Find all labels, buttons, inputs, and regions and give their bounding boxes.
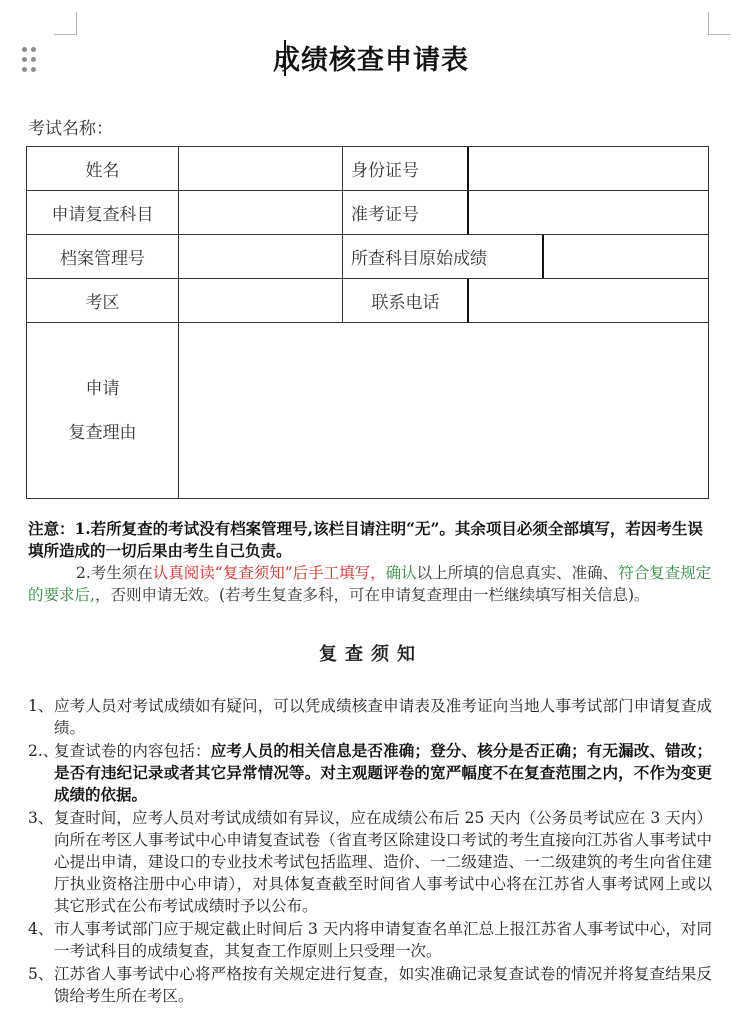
notice-item-number: 5、 xyxy=(28,965,54,983)
admission-ticket-label: 准考证号 xyxy=(343,191,469,235)
name-label: 姓名 xyxy=(27,147,179,191)
notice-item-text: 市人事考试部门应于规定截止时间后 3 天内将申请复查名单汇总上报江苏省人事考试中心，对同一考试科目的成绩复查，其复查工作原则上只受理一次。 xyxy=(54,920,712,960)
exam-district-input-cell[interactable] xyxy=(179,279,343,323)
notice-item[interactable] xyxy=(28,740,712,806)
notice-title[interactable]: 复查须知 xyxy=(319,644,423,665)
note-2-part-b: 以上所填的信息真实、准确、 xyxy=(416,564,619,582)
id-number-label: 身份证号 xyxy=(343,147,469,191)
archive-number-label: 档案管理号 xyxy=(27,235,179,279)
notice-item-text: 复查试卷的内容包括： xyxy=(54,742,211,760)
review-reason-label-line1: 申请 xyxy=(85,378,120,399)
cell-divider-mark xyxy=(542,235,544,278)
review-subject-label: 申请复查科目 xyxy=(27,191,179,235)
notice-item[interactable] xyxy=(28,807,712,917)
admission-ticket-input-cell[interactable] xyxy=(469,191,709,235)
notes-section xyxy=(28,518,712,606)
review-reason-label-line2: 复查理由 xyxy=(68,422,137,443)
notice-item-number: 2.、 xyxy=(28,742,59,760)
application-form-table xyxy=(26,146,709,499)
notice-item[interactable] xyxy=(28,695,712,739)
contact-phone-label: 联系电话 xyxy=(343,279,469,323)
notice-list xyxy=(28,695,712,1008)
notice-item-number: 3、 xyxy=(28,809,54,827)
note-2-red-text: 认真阅读“复查须知”后手工填写， xyxy=(152,564,386,582)
review-reason-input-cell[interactable] xyxy=(179,323,709,499)
note-1[interactable] xyxy=(28,518,712,562)
review-subject-input-cell[interactable] xyxy=(179,191,343,235)
review-reason-label xyxy=(27,323,179,499)
contact-phone-input-cell[interactable] xyxy=(469,279,709,323)
original-score-label[interactable] xyxy=(343,235,709,279)
page-corner-mark-right xyxy=(708,12,731,35)
note-2-green-text-2: 符合复查规定的要求后, xyxy=(28,564,712,604)
notice-item-text: 复查时间，应考人员对考试成绩如有异议，应在成绩公布后 25 天内（公务员考试应在 3 天内）向所在考区人事考试中心申请复查试卷（省直考区除建设口考试的考生直接向江苏省人事考试中心提出申请，建设口的专业技术考试包括监理、造价、一二级建造、一二级建筑的考生向省住建厅执业资格注册中心申请），对具体复查截至时间省人事考试中心将在江苏省人事考试网上或以其它形式在公布考试成绩时予以公布。 xyxy=(54,809,712,915)
cell-divider-mark xyxy=(467,191,469,234)
note-2-part-a: 2.考生须在 xyxy=(76,564,153,582)
notice-item-bold-text: 应考人员的相关信息是否准确；登分、核分是否正确；有无漏改、错改；是否有违纪记录或者其它异常情况等。对主观题评卷的宽严幅度不在复查范围之内，不作为变更成绩的依据。 xyxy=(54,741,712,804)
cell-divider-mark xyxy=(467,279,469,322)
archive-number-input-cell[interactable] xyxy=(179,235,343,279)
notice-item-text: 应考人员对考试成绩如有疑问，可以凭成绩核查申请表及准考证向当地人事考试部门申请复查成绩。 xyxy=(54,697,712,737)
notice-item-number: 4、 xyxy=(28,920,54,938)
note-2-green-text-1: 确认 xyxy=(385,564,417,582)
id-number-input-cell[interactable] xyxy=(469,147,709,191)
exam-district-label: 考区 xyxy=(27,279,179,323)
cell-divider-mark xyxy=(467,147,469,190)
note-2[interactable] xyxy=(28,562,712,606)
notice-item-text: 江苏省人事考试中心将严格按有关规定进行复查，如实准确记录复查试卷的情况并将复查结果反馈给考生所在考区。 xyxy=(54,965,712,1005)
page-title[interactable]: 成绩核查申请表 xyxy=(273,45,469,76)
note-1-text: 注意：1.若所复查的考试没有档案管理号,该栏目请注明“无”。其余项目必须全部填写，若因考生误填所造成的一切后果由考生自己负责。 xyxy=(28,519,703,560)
note-2-part-c: ，否则申请无效。(若考生复查多科，可在申请复查理由一栏继续填写相关信息)。 xyxy=(94,586,650,604)
notice-item[interactable] xyxy=(28,963,712,1007)
page-corner-mark-left xyxy=(54,12,77,35)
original-score-label-text: 所查科目原始成绩 xyxy=(351,249,487,269)
name-input-cell[interactable] xyxy=(179,147,343,191)
exam-name-label[interactable]: 考试名称： xyxy=(28,119,113,139)
notice-item[interactable] xyxy=(28,918,712,962)
notice-item-number: 1、 xyxy=(28,697,54,715)
